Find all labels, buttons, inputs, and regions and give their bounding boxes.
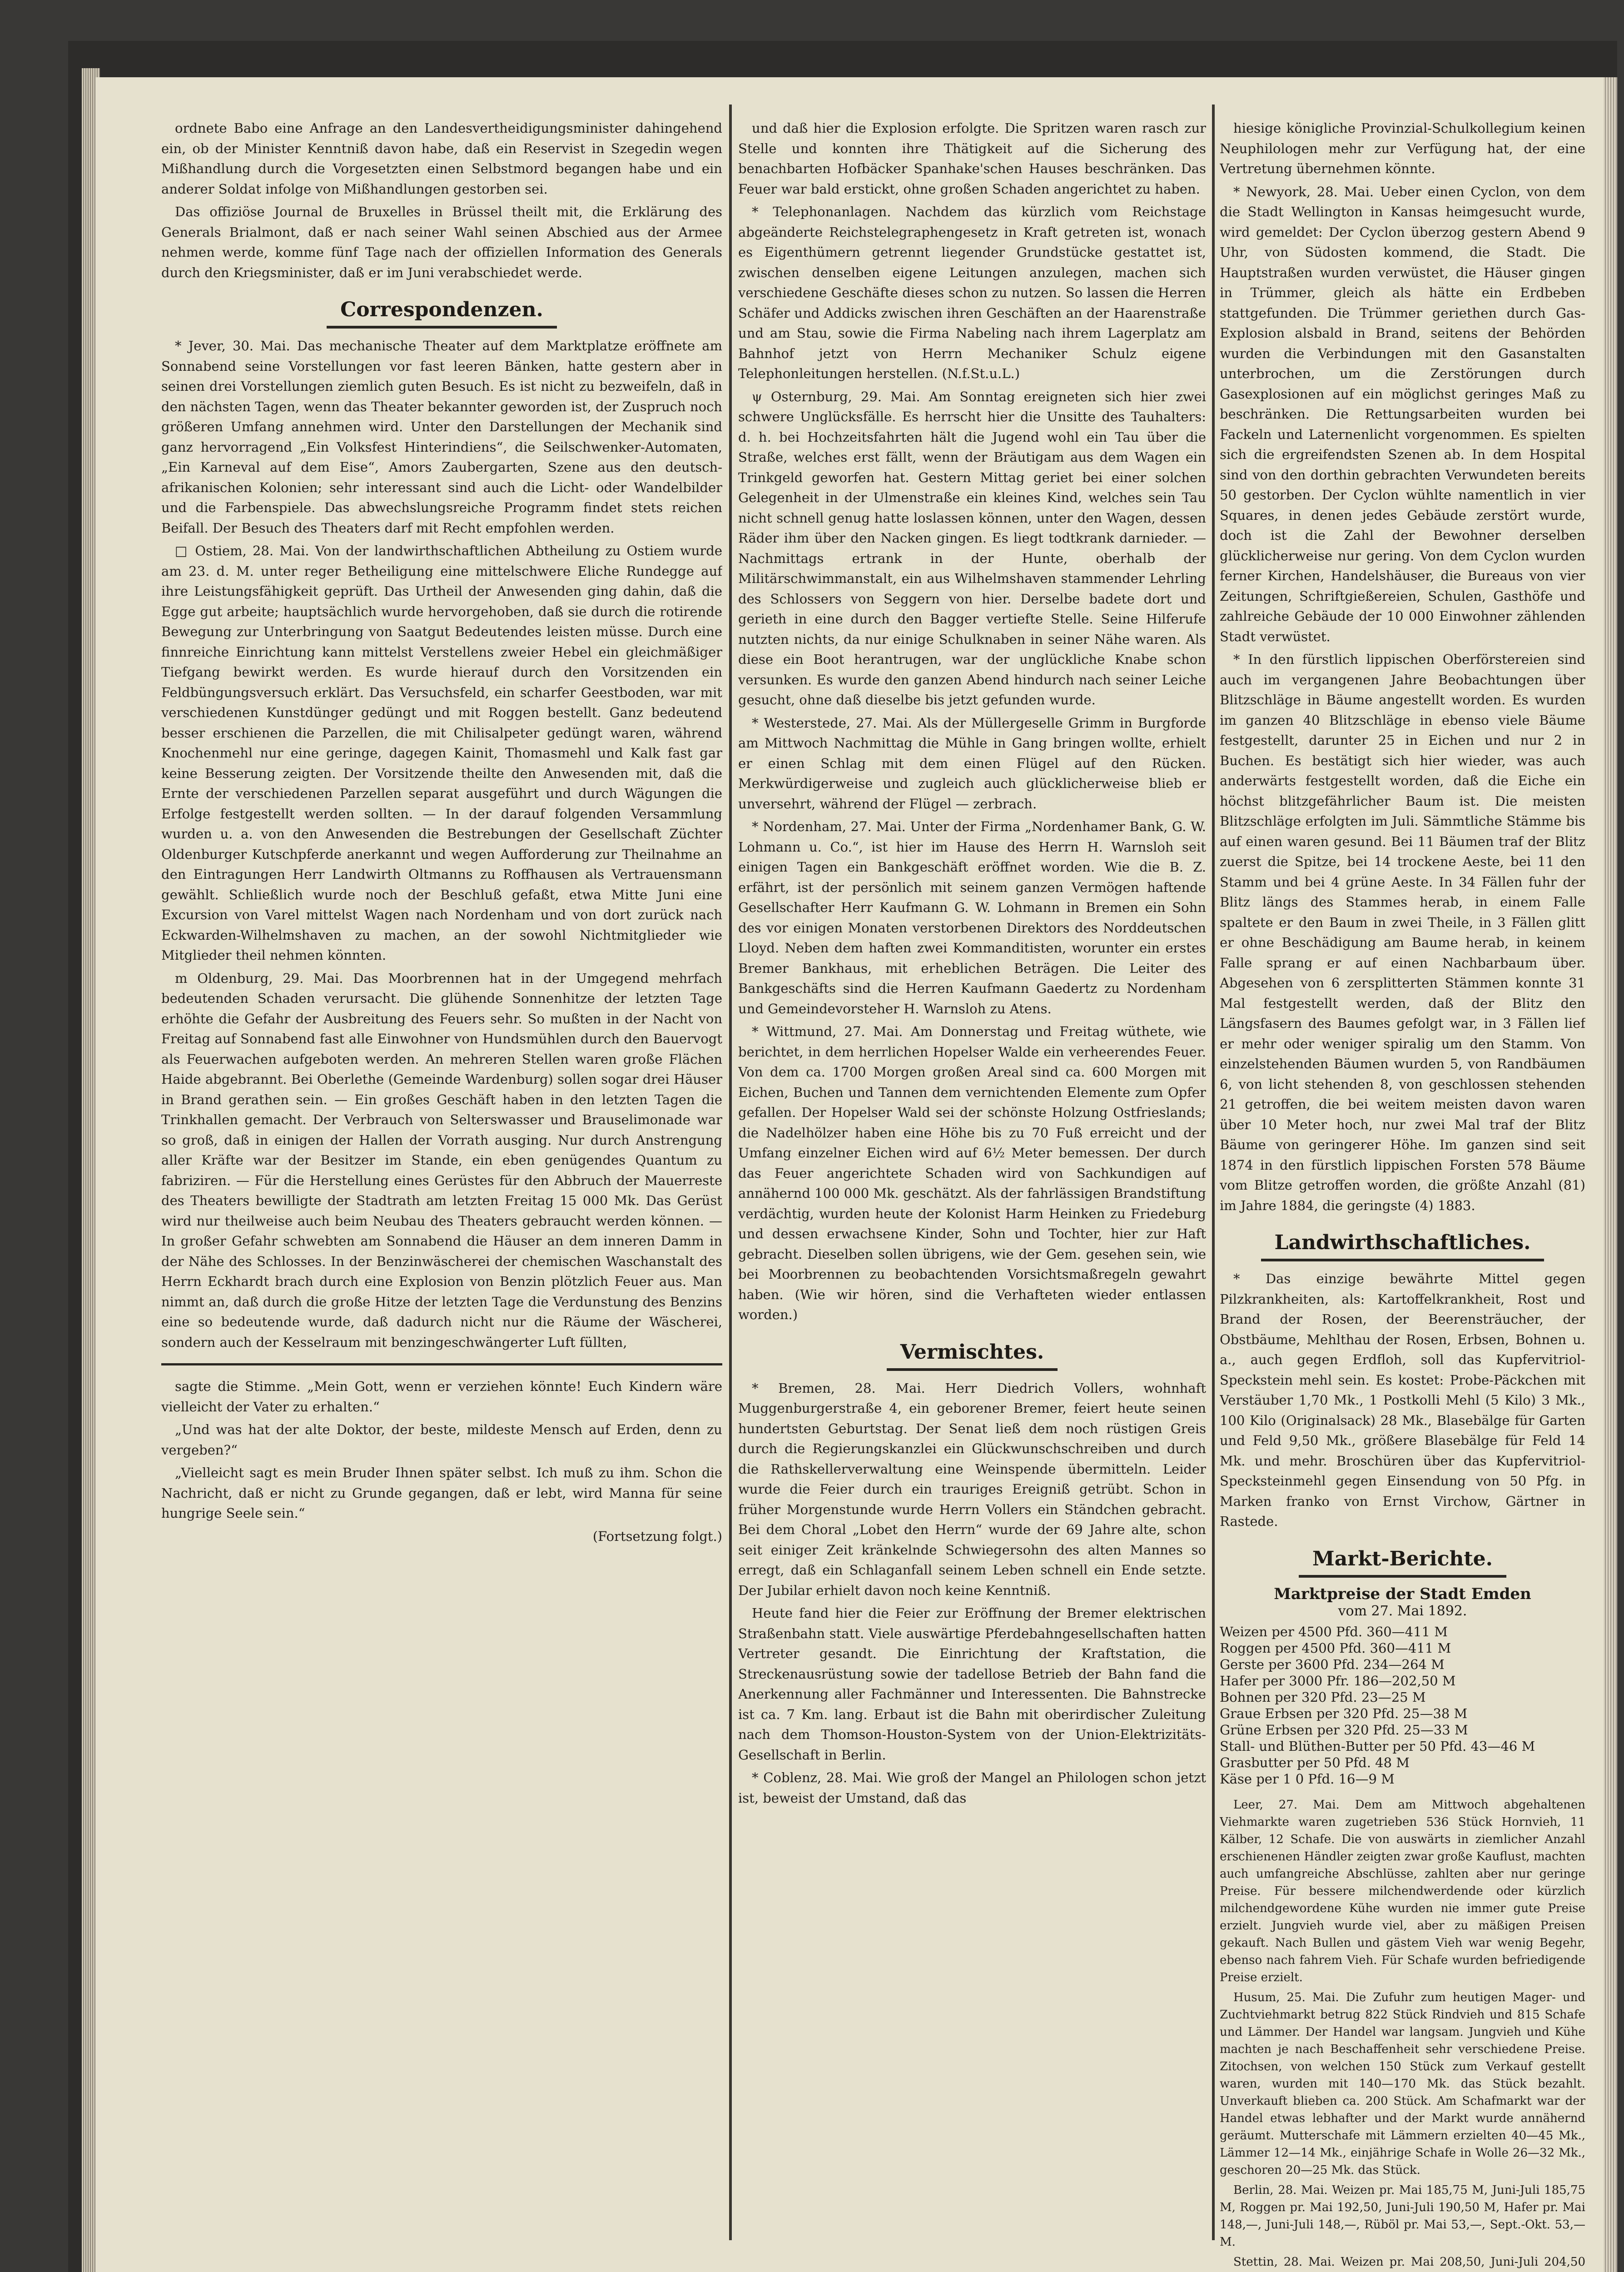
article: m Oldenburg, 29. Mai. Das Moorbrennen hat in der Umgegend mehrfach bedeutenden Schaden verursacht. Die glühende Sonnenhitze der letzten Tage erhöhte die Gefahr der Ausbreitung des Feuers sehr. So mußten in der Nacht von Freitag auf Sonnabend fast alle Einwohner von Hundsmühlen durch den Bauervogt als Feuerwachen aufgeboten werden. An mehreren Stellen waren große Flächen Haide abgebrannt. Bei Oberlethe (Gemeinde Wardenburg) sollen sogar drei Häuser in Brand gerathen sein. — Ein großes Geschäft haben in den letzten Tagen die Trinkhallen gemacht. Der Verbrauch von Selterswasser und Brauselimonade war so groß, daß in einigen der Hallen der Vorrath ausging. Nur durch Anstrengung aller Kräfte war der Besitzer im Stande, ein eben genügendes Quantum zu fabriziren. — Für die Herstellung eines Gerüstes für den Abbruch der Mauerreste des Theaters bewilligte der Stadtrath am letzten Freitag 15 000 Mk. Das Gerüst wird nur theilweise auch beim Neubau des Theaters gebraucht werden können. — In großer Gefahr schwebten am Sonnabend die Häuser an dem inneren Damm in der Nähe des Schlosses. In der Benzinwäscherei der chemischen Waschanstalt des Herrn Eckhardt brach durch eine Explosion von Benzin plötzlich Feuer aus. Man nimmt an, daß durch die große Hitze der letzten Tage die Verdunstung des Benzins eine so bedeutende wurde, daß dadurch nicht nur die Räume der Wäscherei, sondern auch der Kesselraum mit benzingeschwängerter Luft füllten,	[161, 970, 722, 1350]
heading-correspondenzen: Correspondenzen.	[327, 298, 557, 329]
heading-vermischtes: Vermischtes.	[887, 1340, 1058, 1371]
heading-landwirthschaftliches: Landwirthschaftliches.	[1261, 1231, 1545, 1261]
price-line: Bohnen per 320 Pfd. 23—25 M	[1220, 1689, 1426, 1705]
price-line: Gerste per 3600 Pfd. 234—264 M	[1220, 1656, 1445, 1672]
article: □ Ostiem, 28. Mai. Von der landwirthschaftlichen Abtheilung zu Ostiem wurde am 23. d. M. unter reger Betheiligung eine mittelschwere Eliche Rundegge auf ihre Leistungsfähigkeit geprüft. Das Urtheil der Anwesenden ging dahin, daß die Egge gut arbeite; hauptsächlich wurde hervorgehoben, daß sie durch die rotirende Bewegung zur Unterbringung von Saatgut Bedeutendes leisten müsse. Durch eine finnreiche Einrichtung kann mittelst Verstellens zweier Hebel ein gleichmäßiger Tiefgang bewirkt werden. Es wurde hierauf durch den Vorsitzenden ein Feldbüngungsversuch erklärt. Das Versuchsfeld, ein scharfer Geestboden, war mit verschiedenen Kunstdünger gedüngt und mit Roggen bestellt. Ganz bedeutend besser erschienen die Parzellen, die mit Chilisalpeter gedüngt waren, während Knochenmehl nur eine geringe, dagegen Kainit, Thomasmehl und Kalk fast gar keine Besserung zeigten. Der Vorsitzende theilte den Anwesenden mit, daß die Ernte der verschiedenen Parzellen separat ausgeführt und durch Wägungen die Erfolge festgestellt werden sollten. — In der darauf folgenden Versammlung wurden u. a. von den Anwesenden die Bestrebungen der Gesellschaft Züchter Oldenburger Kutschpferde anerkannt und wegen Aufforderung zur Theilnahme an den Eintragungen Herr Landwirth Oltmanns zu Roffhausen als Vertrauensmann gewählt. Schließlich wurde noch der Beschluß gefaßt, etwa Mitte Juni eine Excursion von Varel mittelst Wagen nach Nordenham und von dort zurück nach Eckwarden-Wilhelmshaven zu machen, an der sowohl Nichtmitglieder wie Mitglieder theil nehmen könnten.	[161, 543, 722, 963]
article: * Wittmund, 27. Mai. Am Donnerstag und Freitag wüthete, wie berichtet, in dem herrlichen Hopelser Walde ein verheerendes Feuer. Von dem ca. 1700 Morgen großen Areal sind ca. 600 Morgen mit Eichen, Buchen und Tannen dem vernichtenden Elemente zum Opfer gefallen. Der Hopelser Wald sei der schönste Holzung Ostfrieslands; die Nadelhölzer haben eine Höhe bis zu 70 Fuß erreicht und der Umfang einzelner Eichen wird auf 6½ Meter bemessen. Der durch das Feuer angerichtete Schaden wird von Sachkundigen auf annähernd 100 000 Mk. geschätzt. Als der fahrlässigen Brandstiftung verdächtig, wurden heute der Kolonist Harm Heinken zu Friedeburg und dessen erwachsene Kinder, Sohn und Tochter, hier zur Haft gebracht. Dieselben sollen übrigens, wie der Gem. gesehen sein, wie bei Moorbrennen zu beobachtenden Vorsichtsmaßregeln gewahrt haben. (Wie wir hören, sind die Verhafteten wieder entlassen worden.)	[738, 1024, 1206, 1322]
section-heading	[738, 1340, 1206, 1371]
price-line: Weizen per 4500 Pfd. 360—411 M	[1220, 1624, 1448, 1639]
column-rule-2	[1212, 105, 1215, 2240]
price-line: Käse per 1 0 Pfd. 16—9 M	[1220, 1771, 1395, 1787]
section-heading	[1220, 1231, 1585, 1261]
price-line: Grasbutter per 50 Pfd. 48 M	[1220, 1754, 1410, 1770]
article: * Nordenham, 27. Mai. Unter der Firma „Nordenhamer Bank, G. W. Lohmann u. Co.“, ist hier im Hause des Herrn H. Warnsloh seit einigen Tagen ein Bankgeschäft eröffnet worden. Wie die B. Z. erfährt, ist der persönlich mit seinem ganzen Vermögen haftende Gesellschafter Herr Kaufmann G. W. Lohmann in Bremen ein Sohn des vor einigen Monaten verstorbenen Direktors des Norddeutschen Lloyd. Neben dem haften zwei Kommanditisten, worunter ein erstes Bremer Bankhaus, mit erheblichen Beträgen. Die Leiter des Bankgeschäfts sind die Herren Kaufmann Gaedertz zu Nordenham und Gemeindevorsteher H. Warnsloh zu Atens.	[738, 819, 1206, 1016]
feuilleton-text: „Vielleicht sagt es mein Bruder Ihnen später selbst. Ich muß zu ihm. Schon die Nachricht, daß er nicht zu Grunde gegangen, daß er lebt, wird Manna für seine hungrige Seele sein.“	[161, 1465, 722, 1521]
article: * In den fürstlich lippischen Oberförstereien sind auch im vergangenen Jahre Beobachtungen über Blitzschläge in Bäume angestellt worden. Es wurden im ganzen 40 Blitzschläge in ebenso viele Bäume festgestellt, darunter 25 in Eichen und nur 2 in Buchen. Es bestätigt sich hier wieder, was auch anderwärts festgestellt worden, daß die Eiche ein höchst blitzgefährlicher Baum ist. Die meisten Blitzschläge erfolgten im Juli. Sämmtliche Stämme bis auf einen waren gesund. Bei 11 Bäumen traf der Blitz zuerst die Spitze, bei 14 trockene Aeste, bei 11 den Stamm und bei 4 grüne Aeste. In 34 Fällen fuhr der Blitz längs des Stammes herab, in einem Falle spaltete er den Baum in zwei Theile, in 3 Fällen glitt er ohne Beschädigung am Baume herab, in keinem Falle sprang er auf einen Nachbarbaum über. Abgesehen von 6 zersplitterten Stämmen konnte 31 Mal festgestellt werden, daß der Blitz den Längsfasern des Baumes gefolgt war, in 3 Fällen lief er mehr oder weniger spiralig um den Stamm. Von einzelstehenden Bäumen wurden 5, von Randbäumen 6, von licht stehenden 8, von geschlossen stehenden 21 getroffen, die bei weitem meisten davon waren über 10 Meter hoch, nur zwei Mal traf der Blitz Bäume von geringerer Höhe. Im ganzen sind seit 1874 in den fürstlich lippischen Forsten 578 Bäume vom Blitze getroffen worden, die größte Anzahl (81) im Jahre 1884, die geringste (4) 1883.	[1220, 652, 1585, 1213]
article: hiesige königliche Provinzial-Schulkollegium keinen Neuphilologen mehr zur Verfügung hat, der eine Vertretung übernehmen könnte.	[1220, 120, 1585, 176]
column-3	[1220, 118, 1585, 2272]
article: * Westerstede, 27. Mai. Als der Müllergeselle Grimm in Burgforde am Mittwoch Nachmittag die Mühle in Gang bringen wollte, erhielt er einen Schlag mit dem einen Flügel auf den Rücken. Merkwürdigerweise und zugleich auch glücklicherweise blieb er unversehrt, während der Flügel — zerbrach.	[738, 715, 1206, 812]
article: * Newyork, 28. Mai. Ueber einen Cyclon, von dem die Stadt Wellington in Kansas heimgesucht wurde, wird gemeldet: Der Cyclon überzog gestern Abend 9 Uhr, von Südosten kommend, die Stadt. Die Hauptstraßen wurden verwüstet, die Häuser gingen in Trümmer, gleich als hätte ein Erdbeben stattgefunden. Die Trümmer geriethen durch Gas-Explosion alsbald in Brand, seitens der Behörden wurden die Verbindungen mit den Gasanstalten unterbrochen, um die Zerstörungen durch Gasexplosionen auf ein möglichst geringes Maß zu beschränken. Die Rettungsarbeiten wurden bei Fackeln und Laternenlicht vorgenommen. Es spielten sich die ergreifendsten Szenen ab. In dem Hospital sind von den dorthin gebrachten Verwundeten bereits 50 gestorben. Der Cyclon wühlte namentlich in vier Squares, in denen jedes Gebäude zerstört wurde, doch ist die Zahl der Bewohner derselben glücklicherweise nur gering. Von dem Cyclon wurden ferner Kirchen, Handelshäuser, die Bureaus von vier Zeitungen, Schriftgießereien, Schulen, Gasthöfe und zahlreiche Gebäude der 10 000 Einwohner zählenden Stadt verwüstet.	[1220, 184, 1585, 644]
section-heading	[161, 298, 722, 329]
price-line: Roggen per 4500 Pfd. 360—411 M	[1220, 1640, 1451, 1656]
newspaper-page	[95, 77, 1604, 2272]
article: * Jever, 30. Mai. Das mechanische Theater auf dem Marktplatze eröffnete am Sonnabend seine Vorstellungen vor fast leeren Bänken, hatte gestern aber in seinen drei Vorstellungen ziemlich guten Besuch. Es ist nicht zu bezweifeln, daß in den nächsten Tagen, wenn das Theater bekannter geworden ist, der Zuspruch noch größeren Umfang annehmen wird. Unter den Darstellungen der Mechanik sind ganz hervorragend „Ein Volksfest Hinterindiens“, die Seilschwenker-Automaten, „Ein Karneval auf dem Eise“, Amors Zaubergarten, Szene aus den deutsch-afrikanischen Kolonien; sehr interessant sind auch die Licht- oder Wandelbilder und die Farbenspiele. Das abwechslungsreiche Programm findet stets reichen Beifall. Der Besuch des Theaters darf mit Recht empfohlen werden.	[161, 338, 722, 536]
section-heading	[1220, 1547, 1585, 1578]
market-report: Stettin, 28. Mai. Weizen pr. Mai 208,50, Juni-Juli 204,50	[1233, 2255, 1585, 2269]
article: Heute fand hier die Feier zur Eröffnung der Bremer elektrischen Straßenbahn statt. Viele auswärtige Pferdebahngesellschaften hatten Vertreter gesandt. Die Einrichtung der Kraftstation, die Streckenausrüstung sowie der tadellose Betrieb der Bahn fand die Anerkennung aller Fachmänner und Interessenten. Die Bahnstrecke ist ca. 7 Km. lang. Erbaut ist die Bahn mit oberirdischer Zuleitung nach dem Thomson-Houston-System von der Union-Elektrizitäts-Gesellschaft in Berlin.	[738, 1605, 1206, 1763]
heading-markt-berichte: Markt-Berichte.	[1299, 1547, 1506, 1578]
article: Das offiziöse Journal de Bruxelles in Brüssel theilt mit, die Erklärung des Generals Brialmont, daß er nach seiner Wahl seinen Abschied aus der Armee nehmen werde, komme fünf Tage nach der offiziellen Information des Generals durch den Kriegsminister, daß er im Juni verabschiedet werde.	[161, 204, 722, 280]
price-line: Stall- und Blüthen-Butter per 50 Pfd. 43—46 M	[1220, 1738, 1535, 1754]
price-line: Grüne Erbsen per 320 Pfd. 25—33 M	[1220, 1722, 1468, 1738]
feuilleton-divider	[161, 1363, 722, 1365]
price-line: Graue Erbsen per 320 Pfd. 25—38 M	[1220, 1705, 1468, 1721]
column-rule-1	[729, 105, 732, 2240]
column-1	[161, 118, 722, 1549]
article: * Das einzige bewährte Mittel gegen Pilzkrankheiten, als: Kartoffelkrankheit, Rost und Brand der Rosen, der Beerensträucher, der Obstbäume, Mehlthau der Rosen, Erbsen, Bohnen u. a., auch gegen Erdfloh, soll das Kupfervitriol-Speckstein mehl sein. Es kostet: Probe-Päckchen mit Verstäuber 1,70 Mk., 1 Postkolli Mehl (5 Kilo) 3 Mk., 100 Kilo (Originalsack) 28 Mk., Blasebälge für Garten und Feld 9,50 Mk., größere Blasebälge für Feld 14 Mk. und mehr. Broschüren über das Kupfervitriol-Specksteinmehl gegen Einsendung von 50 Pfg. in Marken franko von Ernst Virchow, Gärtner in Rastede.	[1220, 1271, 1585, 1529]
price-line: Hafer per 3000 Pfr. 186—202,50 M	[1220, 1673, 1456, 1689]
feuilleton-text: „Und was hat der alte Doktor, der beste, mildeste Mensch auf Erden, denn zu vergeben?“	[161, 1422, 722, 1458]
feuilleton-text: sagte die Stimme. „Mein Gott, wenn er verziehen könnte! Euch Kindern wäre vielleicht der Vater zu erhalten.“	[161, 1379, 722, 1415]
market-title: Marktpreise der Stadt Emden	[1274, 1584, 1531, 1603]
article: ordnete Babo eine Anfrage an den Landesvertheidigungsminister dahingehend ein, ob der Minister Kenntniß davon habe, daß ein Reservist in Szegedin wegen Mißhandlung durch die Vorgesetzten einen Selbstmord begangen habe und ein anderer Soldat infolge von Mißhandlungen gestorben sei.	[161, 120, 722, 197]
column-2	[738, 118, 1206, 1811]
market-report: Leer, 27. Mai. Dem am Mittwoch abgehaltenen Viehmarkte waren zugetrieben 536 Stück Hornvieh, 11 Kälber, 12 Schafe. Die von auswärts in ziemlicher Anzahl erschienenen Händler zeigten zwar große Kauflust, machten auch umfangreiche Abschlüsse, zahlten aber nur geringe Preise. Für bessere milchendwerdende oder kürzlich milchendgewordene Kühe wurden nie immer gute Preise erzielt. Jungvieh wurde viel, aber zu mäßigen Preisen gekauft. Nach Bullen und gästem Vieh war wenig Begehr, ebenso nach fahrem Vieh. Für Schafe wurden befriedigende Preise erzielt.	[1220, 1798, 1585, 1984]
article: * Telephonanlagen. Nachdem das kürzlich vom Reichstage abgeänderte Reichstelegraphengesetz in Kraft getreten ist, wonach es Eigenthümern getrennt liegender Grundstücke gestattet ist, zwischen denselben eigene Leitungen anzulegen, machen sich verschiedene Geschäfte dieses schon zu nutzen. So lassen die Herren Schäfer und Addicks zwischen ihren Geschäften an der Haarenstraße und am Stau, sowie die Firma Nabeling nach ihrem Lagerplatz am Bahnhof jetzt von Herrn Mechaniker Schulz eigene Telephonleitungen herstellen. (N.f.St.u.L.)	[738, 204, 1206, 381]
article: * Bremen, 28. Mai. Herr Diedrich Vollers, wohnhaft Muggenburgerstraße 4, ein geborener Bremer, feiert heute seinen hundertsten Geburtstag. Der Senat ließ dem noch rüstigen Greis durch die Regierungskanzlei ein Glückwunschschreiben und durch die Rathskellerverwaltung eine Weinspende übermitteln. Leider wurde die Feier durch ein trauriges Ereigniß getrübt. Schon in früher Morgenstunde wurde Herrn Vollers ein Ständchen gebracht. Bei dem Choral „Lobet den Herrn“ wurde der 69 Jahre alte, schon seit einiger Zeit kränkelnde Schwiegersohn des alten Mannes so erregt, daß ein Schlaganfall seinem Leben schnell ein Ende setzte. Der Jubilar erhielt davon noch keine Kenntniß.	[738, 1380, 1206, 1598]
article: ψ Osternburg, 29. Mai. Am Sonntag ereigneten sich hier zwei schwere Unglücksfälle. Es herrscht hier die Unsitte des Tauhalters: d. h. bei Hochzeitsfahrten hält die Jugend wohl ein Tau über die Straße, welches erst fällt, wenn der Bräutigam aus dem Wagen ein Trinkgeld geworfen hat. Gestern Mittag geriet bei einer solchen Gelegenheit in der Ulmenstraße ein kleines Kind, welches sein Tau nicht schnell genug hatte loslassen können, unter den Wagen, dessen Räder ihm über den Nacken gingen. Es liegt todtkrank darnieder. — Nachmittags ertrank in der Hunte, oberhalb der Militärschwimmanstalt, ein aus Wilhelmshaven stammender Lehrling des Schlossers von Seggern von hier. Derselbe badete dort und gerieth in eine durch den Bagger vertiefte Stelle. Seine Hilferufe nutzten nichts, da nur einige Schulknaben in seiner Nähe waren. Als diese ein Boot herantrugen, war der unglückliche Knabe schon versunken. Es wurde den ganzen Abend hindurch nach seiner Leiche gesucht, ohne daß dieselbe bis jetzt gefunden wurde.	[738, 389, 1206, 708]
article: * Coblenz, 28. Mai. Wie groß der Mangel an Philologen schon jetzt ist, beweist der Umstand, daß das	[738, 1770, 1206, 1806]
market-report: Husum, 25. Mai. Die Zufuhr zum heutigen Mager- und Zuchtviehmarkt betrug 822 Stück Rindvieh und 815 Schafe und Lämmer. Der Handel war langsam. Jungvieh und Kühe machten je nach Beschaffenheit sehr verschiedene Preise. Zitochsen, von welchen 150 Stück zum Verkauf gestellt waren, wurden mit 140—170 Mk. das Stück bezahlt. Unverkauft blieben ca. 200 Stück. Am Schafmarkt war der Handel etwas lebhafter und der Markt wurde annähernd geräumt. Mutterschafe mit Lämmern erzielten 40—45 Mk., Lämmer 12—14 Mk., einjährige Schafe in Wolle 26—32 Mk., geschoren 20—25 Mk. das Stück.	[1220, 1990, 1585, 2177]
market-date: vom 27. Mai 1892.	[1338, 1603, 1467, 1619]
article: und daß hier die Explosion erfolgte. Die Spritzen waren rasch zur Stelle und konnten ihre Thätigkeit auf die Sicherung des benachbarten Hofbäcker Spanhake'schen Hauses beschränken. Das Feuer war bald erstickt, ohne großen Schaden angerichtet zu haben.	[738, 120, 1206, 197]
market-report: Berlin, 28. Mai. Weizen pr. Mai 185,75 M, Juni-Juli 185,75 M, Roggen pr. Mai 192,50, Juni-Juli 190,50 M, Hafer pr. Mai 148,—, Juni-Juli 148,—, Rüböl pr. Mai 53,—, Sept.-Okt. 53,— M.	[1220, 2183, 1585, 2249]
market-reports	[1220, 1796, 1585, 2272]
continuation-note: (Fortsetzung folgt.)	[592, 1528, 722, 1544]
